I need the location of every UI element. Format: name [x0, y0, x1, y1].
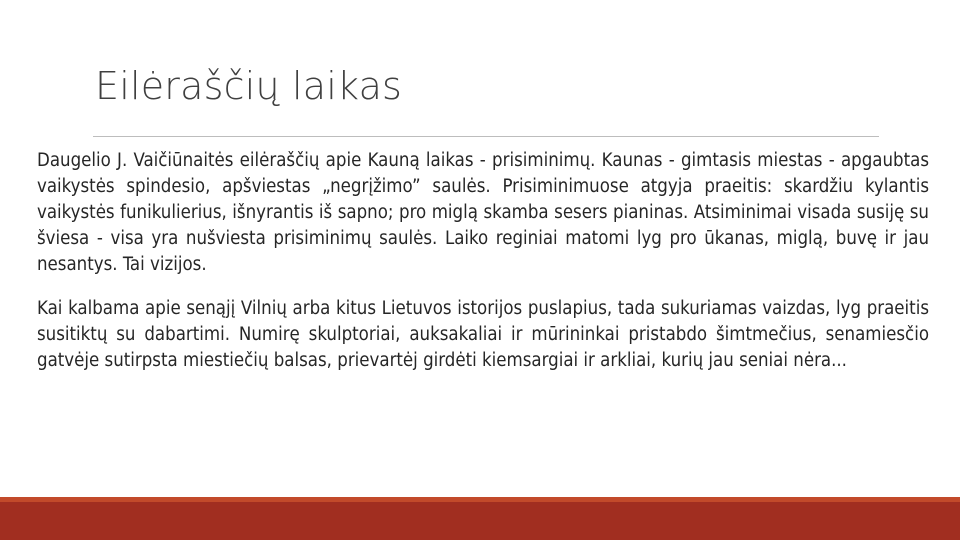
paragraph-kaunas: Daugelio J. Vaičiūnaitės eilėraščių apie Kauną laikas - prisiminimų. Kaunas - gimtasis miestas - apgaubtas vaikystės spindesio, apšviestas „negrįžimo” saulės. Prisiminimuose atgyja praeitis: skardžiu kylantis vaikystės funikulierius, išnyrantis iš sapno; pro miglą skamba sesers pianinas. Atsiminimai visada susiję su šviesa - visa yra nušviesta prisiminimų saulės. Laiko reginiai matomi lyg pro ūkanas, miglą, buvę ir jau nesantys. Tai vizijos.	[37, 150, 929, 275]
bottom-accent-band	[0, 497, 960, 540]
title-divider	[93, 136, 879, 137]
slide-title: Eilėraščių laikas	[95, 64, 403, 108]
paragraph-vilnius: Kai kalbama apie senąjį Vilnių arba kitus Lietuvos istorijos puslapius, tada sukuriamas vaizdas, lyg praeitis susitiktų su dabartimi. Numirę skulptoriai, auksakaliai ir mūrininkai pristabdo šimtmečius, senamiesčio gatvėje sutirpsta miestiečių balsas, prievartėj girdėti kiemsargiai ir arkliai, kurių jau seniai nėra...	[37, 298, 929, 371]
bottom-accent-highlight	[0, 497, 960, 502]
slide-body	[37, 148, 929, 374]
